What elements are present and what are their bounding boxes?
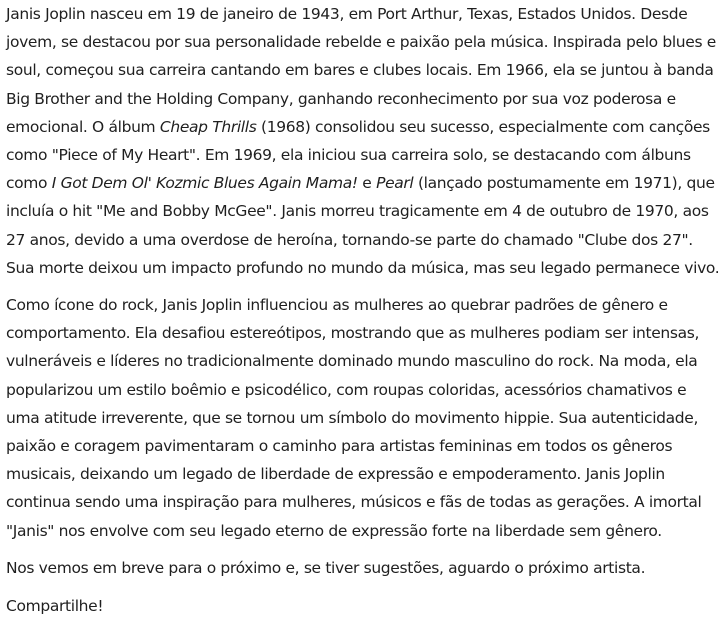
influence-paragraph: Como ícone do rock, Janis Joplin influenciou as mulheres ao quebrar padrões de gênero e comportamento. Ela desafiou estereótipos, mostrando que as mulheres podiam ser intensas, vulneráveis e líderes no tradicionalmente dominado mundo masculino do rock. Na moda, ela popularizou um estilo boêmio e psicodélico, com roupas coloridas, acessórios chamativos e uma atitude irreverente, que se tornou um símbolo do movimento hippie. Sua autenticidade, paixão e coragem pavimentaram o caminho para artistas femininas em todos os gêneros musicais, deixando um legado de liberdade de expressão e empoderamento. Janis Joplin continua sendo uma inspiração para mulheres, músicos e fãs de todas as gerações. A imortal "Janis" nos envolve com seu legado eterno de expressão forte na liberdade sem gênero. bbox=[6, 296, 702, 540]
album-title-pearl: Pearl bbox=[376, 174, 414, 193]
biography-text-3: e bbox=[357, 174, 377, 193]
biography-text-4: (lançado postumamente em 1971), que incluía o hit "Me and Bobby McGee". Janis morreu tragicamente em 4 de outubro de 1970, aos 27 anos, devido a uma overdose de heroína, tornando-se parte do chamado "Clube dos 27". Sua morte deixou um impacto profundo no mundo da música, mas seu legado permanece vivo. bbox=[6, 174, 720, 277]
closing-paragraph: Nos vemos em breve para o próximo e, se tiver sugestões, aguardo o próximo artista. bbox=[6, 558, 646, 577]
biography-text-2: (1968) consolidou seu sucesso, especialmente com canções como "Piece of My Heart". Em 1969, ela iniciou sua carreira solo, se destacando com álbuns como bbox=[6, 117, 710, 193]
biography-text-1: Janis Joplin nasceu em 19 de janeiro de 1943, em Port Arthur, Texas, Estados Unidos. Desde jovem, se destacou por sua personalidade rebelde e paixão pela música. Inspirada pelo blues e soul, começou sua carreira cantando em bares e clubes locais. Em 1966, ela se juntou à banda Big Brother and the Holding Company, ganhando reconhecimento por sua voz poderosa e emocional. O álbum bbox=[6, 5, 716, 136]
album-title-cheap-thrills: Cheap Thrills bbox=[159, 117, 257, 136]
article-body bbox=[6, 0, 720, 620]
share-text: Compartilhe! bbox=[6, 597, 104, 616]
biography-paragraph bbox=[6, 0, 720, 282]
album-title-kozmic-blues: I Got Dem Ol' Kozmic Blues Again Mama! bbox=[51, 174, 358, 193]
